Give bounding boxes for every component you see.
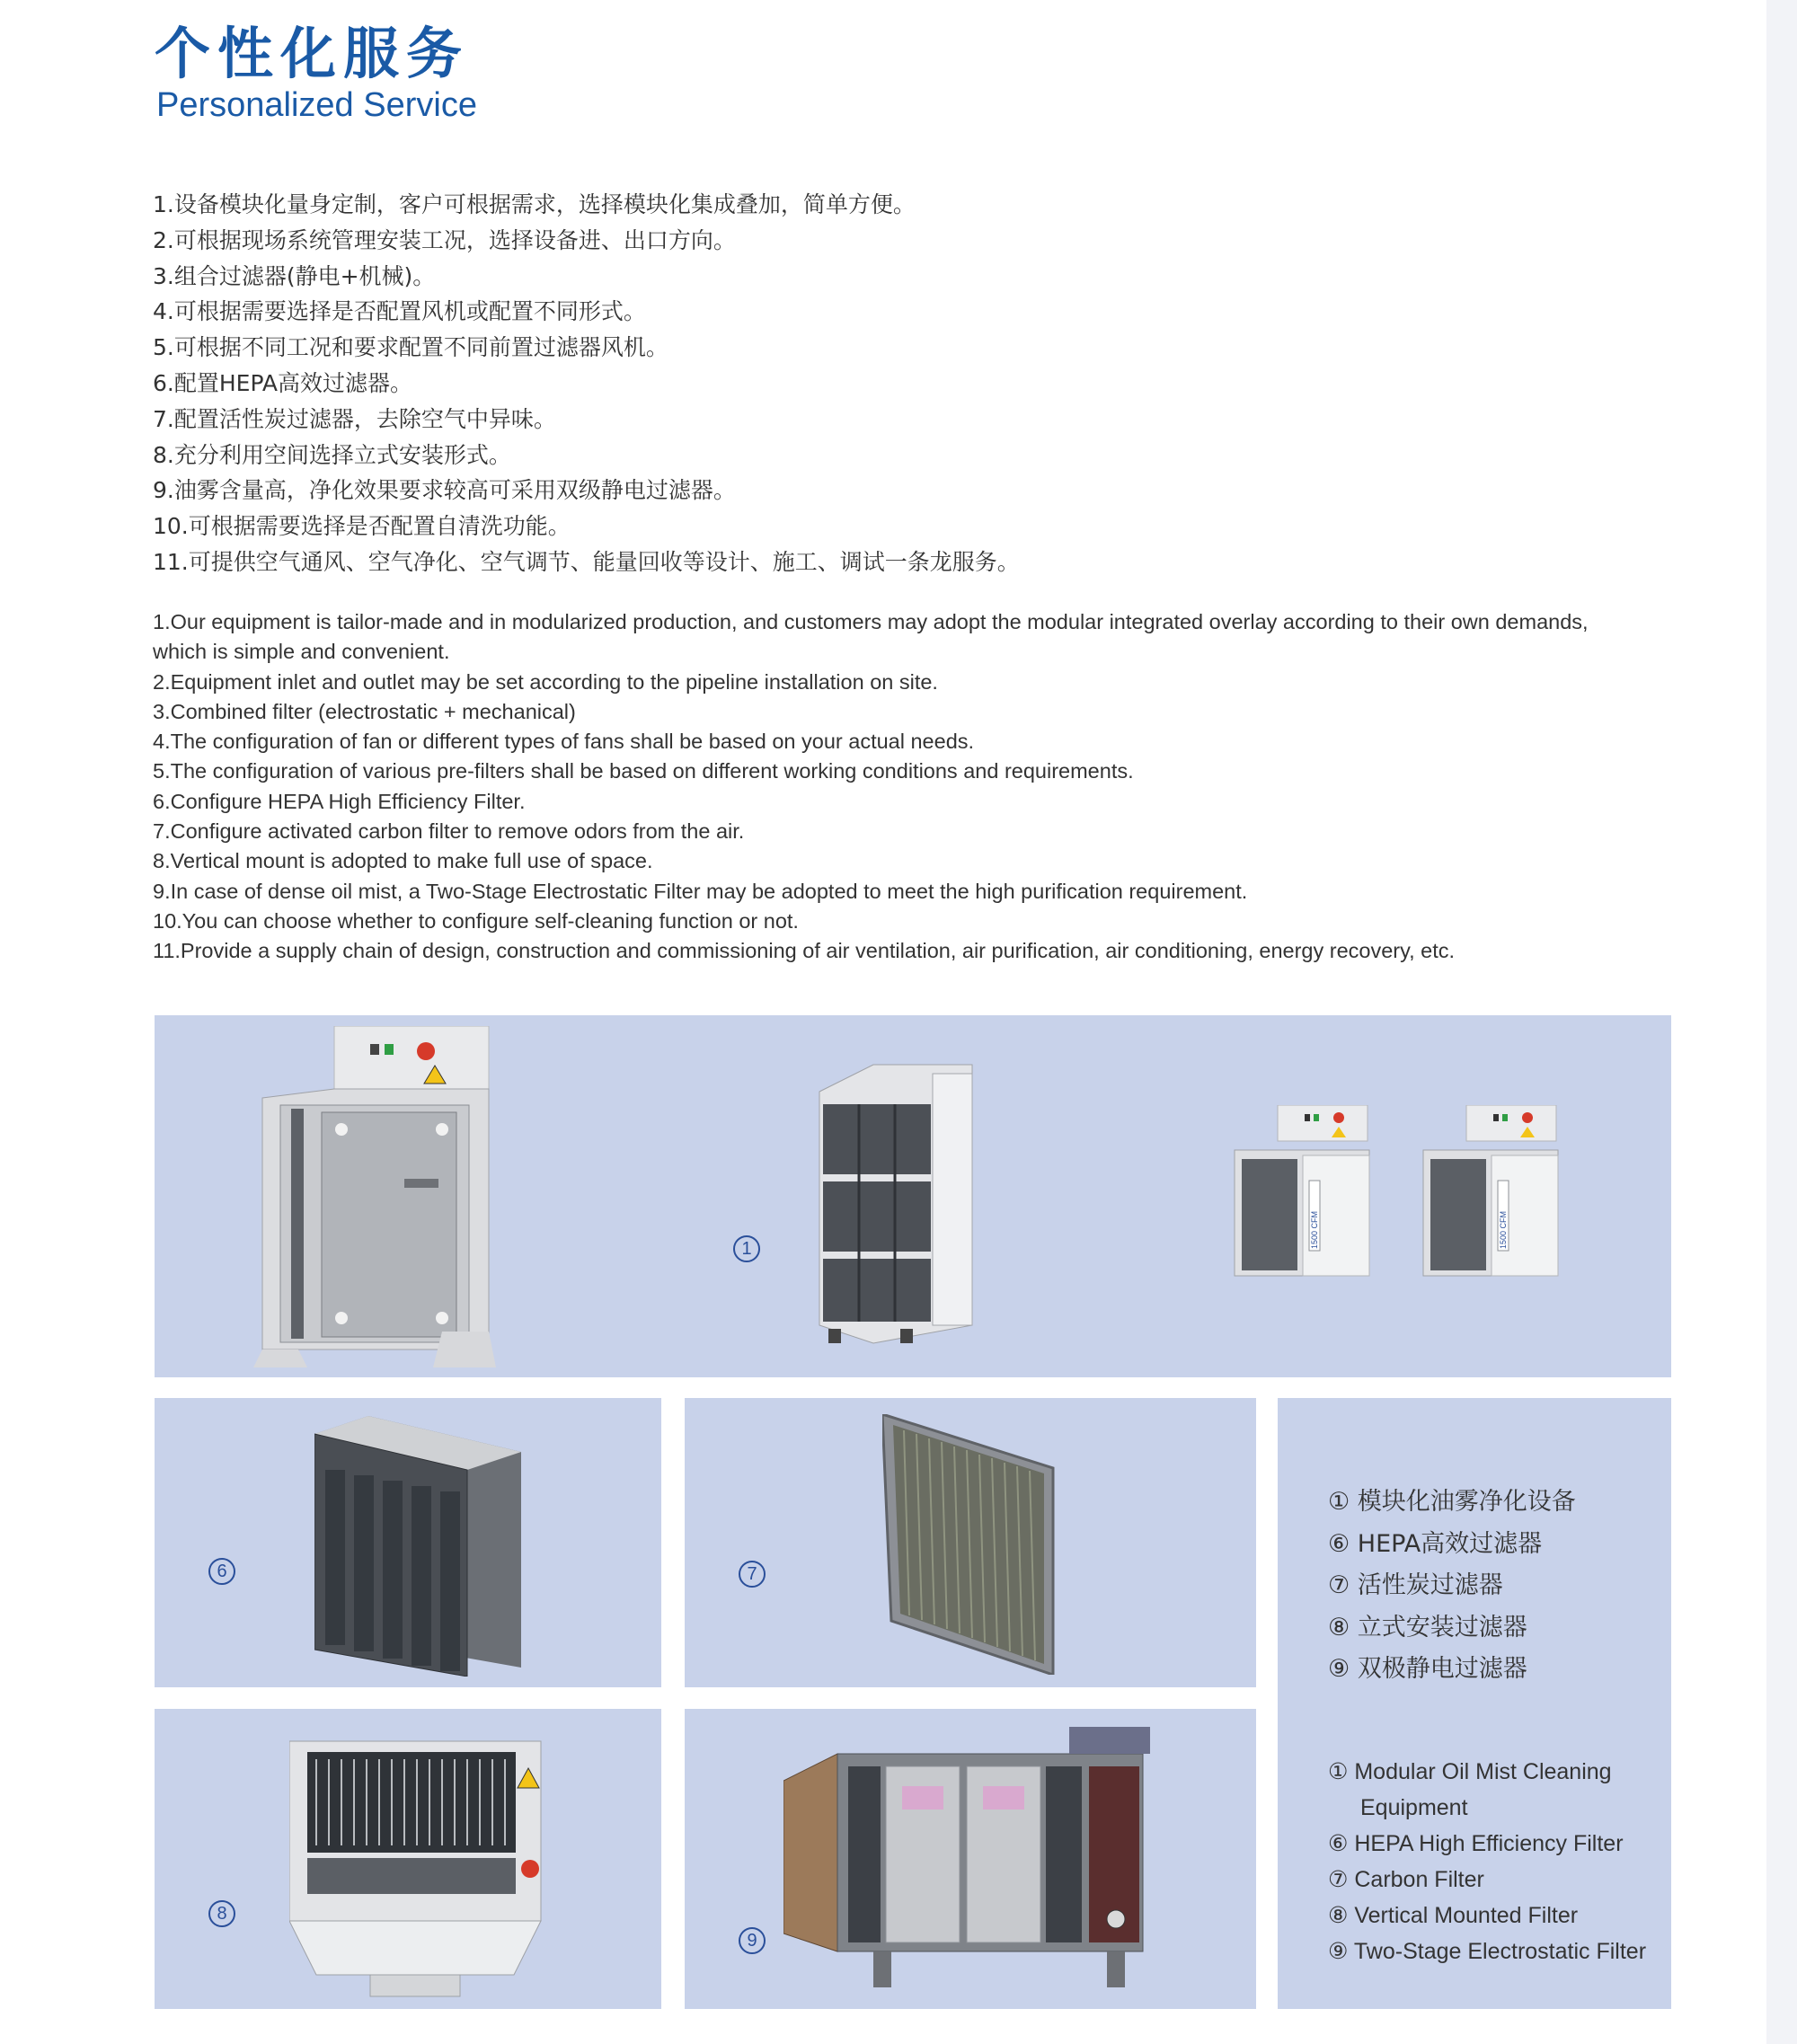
feature-en-item: 4.The configuration of fan or different types of fans shall be based on your actual needs. — [153, 730, 975, 754]
feature-cn-item: 2.可根据现场系统管理安装工况，选择设备进、出口方向。 — [153, 226, 736, 253]
carbon-filter-panel — [685, 1398, 1256, 1687]
legend-en-item: Equipment — [1360, 1795, 1468, 1820]
stacked-modular-units-image — [810, 1056, 1008, 1352]
feature-cn-item: 3.组合过滤器(静电+机械)。 — [153, 262, 436, 289]
red-switch-icon — [417, 1042, 435, 1060]
legend-cn-item: ⑦ 活性炭过滤器 — [1328, 1571, 1503, 1599]
carbon-filter-image — [882, 1414, 1062, 1675]
feature-en-item: 10.You can choose whether to configure self-cleaning function or not. — [153, 908, 799, 933]
legend-cn-item: ⑧ 立式安装过滤器 — [1328, 1613, 1527, 1641]
legend-cn-item: ⑨ 双极静电过滤器 — [1328, 1655, 1527, 1683]
feature-cn-item: 8.充分利用空间选择立式安装形式。 — [153, 441, 511, 468]
feature-cn-item: 1.设备模块化量身定制，客户可根据需求，选择模块化集成叠加，简单方便。 — [153, 191, 916, 217]
legend-en-item: ⑨ Two-Stage Electrostatic Filter — [1328, 1939, 1647, 1964]
legend-en-item: ⑦ Carbon Filter — [1328, 1867, 1484, 1892]
oil-mist-cleaner-image — [235, 1026, 541, 1367]
legend-en-item: ① Modular Oil Mist Cleaning — [1328, 1759, 1612, 1784]
feature-cn-item: 9.油雾含量高，净化效果要求较高可采用双级静电过滤器。 — [153, 477, 736, 504]
two-stage-filter-image — [783, 1727, 1197, 1996]
feature-en-item: 2.Equipment inlet and outlet may be set according to the pipeline installation on site. — [153, 669, 938, 694]
feature-en-item: 11.Provide a supply chain of design, construction and commissioning of air ventilation, air purification, air conditioning, energy recovery, etc. — [153, 939, 1456, 963]
page-title-en: Personalized Service — [156, 86, 477, 124]
hepa-filter-panel — [155, 1398, 661, 1687]
legend-cn-item: ① 模块化油雾净化设备 — [1328, 1488, 1576, 1516]
legend-list-cn — [1328, 1482, 1576, 1691]
feature-cn-item: 11.可提供空气通风、空气净化、空气调节、能量回收等设计、施工、调试一条龙服务。 — [153, 548, 1020, 575]
figure-label-8: 8 — [208, 1900, 235, 1927]
compact-unit-left-image — [1224, 1105, 1385, 1285]
legend-en-item: ⑥ HEPA High Efficiency Filter — [1328, 1831, 1624, 1856]
feature-en-item: 9.In case of dense oil mist, a Two-Stage Electrostatic Filter may be adopted to meet the high purification requirement. — [153, 879, 1248, 903]
feature-cn-item: 4.可根据需要选择是否配置风机或配置不同形式。 — [153, 298, 646, 325]
features-list-en — [153, 607, 1608, 967]
feature-en-item: 5.The configuration of various pre-filters shall be based on different working conditions and requirements. — [153, 759, 1134, 783]
feature-cn-item: 6.配置HEPA高效过滤器。 — [153, 369, 413, 396]
page-title-cn: 个性化服务 — [155, 21, 470, 86]
feature-cn-item: 10.可根据需要选择是否配置自清洗功能。 — [153, 513, 571, 540]
figure-label-1: 1 — [733, 1235, 760, 1262]
vertical-filter-panel — [155, 1709, 661, 2009]
feature-cn-item: 7.配置活性炭过滤器，去除空气中异味。 — [153, 405, 556, 432]
feature-cn-item: 5.可根据不同工况和要求配置不同前置过滤器风机。 — [153, 334, 668, 361]
legend-en-item: ⑧ Vertical Mounted Filter — [1328, 1903, 1579, 1928]
legend-cn-item: ⑥ HEPA高效过滤器 — [1328, 1529, 1543, 1558]
figure-label-6: 6 — [208, 1558, 235, 1585]
vertical-filter-image — [289, 1714, 559, 2002]
two-stage-filter-panel — [685, 1709, 1256, 2009]
figure-label-7: 7 — [739, 1561, 766, 1588]
feature-en-item: 7.Configure activated carbon filter to remove odors from the air. — [153, 819, 745, 844]
page-edge-strip — [1766, 0, 1797, 2044]
feature-en-item: 8.Vertical mount is adopted to make full use of space. — [153, 849, 653, 873]
unit-badge-left: 1500 CFM — [1310, 1210, 1319, 1249]
feature-en-item: 1.Our equipment is tailor-made and in modularized production, and customers may adopt the modular integrated overlay according to their own demands, which is simple and convenient. — [153, 610, 1589, 664]
feature-en-item: 6.Configure HEPA High Efficiency Filter. — [153, 789, 526, 813]
compact-unit-right-image — [1412, 1105, 1574, 1285]
legend-list-en — [1328, 1754, 1646, 1969]
feature-en-item: 3.Combined filter (electrostatic + mechanical) — [153, 699, 576, 723]
features-list-cn — [153, 187, 1020, 580]
modular-equipment-panel — [155, 1015, 1671, 1377]
hepa-filter-image — [314, 1416, 530, 1677]
unit-badge-right: 1500 CFM — [1499, 1210, 1508, 1249]
figure-label-9: 9 — [739, 1927, 766, 1954]
